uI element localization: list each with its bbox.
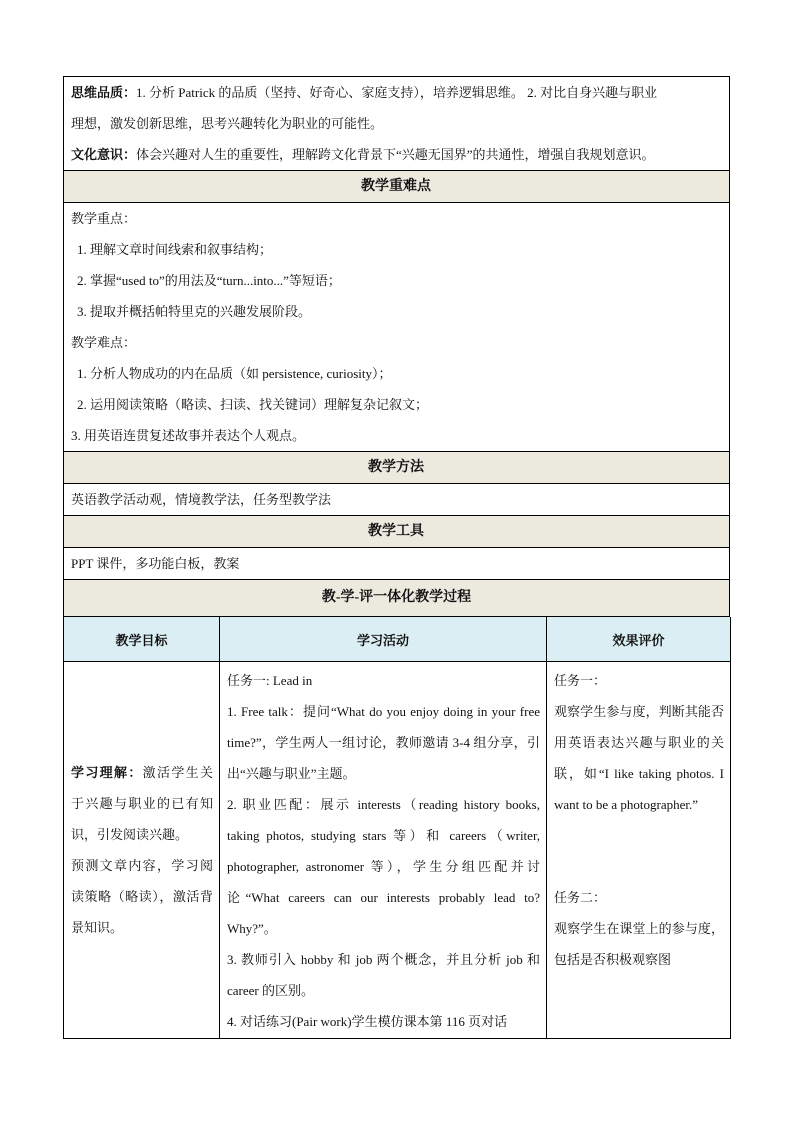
activity-item: 任务一: Lead in xyxy=(227,673,313,688)
goal-paragraph-1 xyxy=(71,757,213,850)
key-point-item: 3. 提取并概括帕特里克的兴趣发展阶段。 xyxy=(77,304,312,319)
lesson-plan-document xyxy=(63,76,730,1039)
goal-text-1: 激活学生关于兴趣与职业的已有知识，引发阅读兴趣。 xyxy=(71,765,213,842)
evaluation-title-2: 任务二： xyxy=(554,890,607,905)
methods-header: 教学方法 xyxy=(63,452,730,484)
column-header-evaluation: 效果评价 xyxy=(547,617,731,662)
tools-header: 教学工具 xyxy=(63,516,730,548)
culture-awareness-text: 体会兴趣对人生的重要性，理解跨文化背景下“兴趣无国界”的共通性，增强自我规划意识。 xyxy=(136,147,655,162)
activity-cell xyxy=(220,662,547,1039)
activity-item: 1. Free talk：提问“What do you enjoy doing in your free time?”，学生两人一组讨论，教师邀请 3-4 组分享，引出“兴趣与职业”主题。 xyxy=(227,704,540,781)
difficult-point-item: 2. 运用阅读策略（略读、扫读、找关键词）理解复杂记叙文； xyxy=(77,397,429,412)
evaluation-title-1: 任务一： xyxy=(554,673,607,688)
key-points-label: 教学重点： xyxy=(71,211,137,226)
activity-content xyxy=(221,663,545,1037)
activity-item: 3. 教师引入 hobby 和 job 两个概念，并且分析 job 和 career 的区别。 xyxy=(227,952,540,998)
thinking-quality-line2: 理想，激发创新思维，思考兴趣转化为职业的可能性。 xyxy=(71,116,384,131)
evaluation-cell xyxy=(547,662,731,1039)
column-header-goal: 教学目标 xyxy=(64,617,220,662)
focus-section xyxy=(63,203,730,452)
goal-paragraph-2: 预测文章内容，学习阅读策略（略读），激活背景知识。 xyxy=(71,858,213,935)
activity-item: 4. 对话练习(Pair work)学生模仿课本第 116 页对话 xyxy=(227,1014,508,1029)
evaluation-text-2: 观察学生在课堂上的参与度，包括是否积极观察图 xyxy=(554,921,724,967)
focus-header: 教学重难点 xyxy=(63,171,730,203)
key-point-item: 2. 掌握“used to”的用法及“turn...into...”等短语； xyxy=(77,273,341,288)
process-table xyxy=(63,617,731,1039)
thinking-quality-text: 1. 分析 Patrick 的品质（坚持、好奇心、家庭支持），培养逻辑思维。 2. 对比自身兴趣与职业 xyxy=(136,85,658,100)
activity-item: 2. 职业匹配：展示 interests（reading history books, taking photos, studying stars 等）和 careers（writer, photographer, astronomer 等），学生分组匹配并讨论“What careers can our interests probably lead to? Why?”。 xyxy=(227,797,540,936)
goal-content xyxy=(65,757,218,943)
process-header: 教-学-评一体化教学过程 xyxy=(63,580,730,617)
tools-text: PPT 课件，多功能白板，教案 xyxy=(63,548,730,580)
evaluation-content xyxy=(548,663,729,975)
process-table-header-row xyxy=(64,617,731,662)
culture-awareness-line xyxy=(71,139,721,170)
methods-text: 英语教学活动观，情境教学法，任务型教学法 xyxy=(63,484,730,516)
evaluation-text-1: 观察学生参与度，判断其能否用英语表达兴趣与职业的关联，如“I like taking photos. I want to be a photographer.” xyxy=(554,704,724,812)
goal-label: 学习理解： xyxy=(71,765,143,780)
thinking-quality-line1 xyxy=(71,77,721,108)
difficult-point-item: 3. 用英语连贯复述故事并表达个人观点。 xyxy=(71,428,306,443)
column-header-activity: 学习活动 xyxy=(220,617,547,662)
difficult-points-label: 教学难点： xyxy=(71,335,137,350)
key-point-item: 1. 理解文章时间线索和叙事结构； xyxy=(77,242,273,257)
difficult-point-item: 1. 分析人物成功的内在品质（如 persistence, curiosity）； xyxy=(77,366,392,381)
goal-cell xyxy=(64,662,220,1039)
culture-awareness-label: 文化意识： xyxy=(71,147,137,162)
objectives-section xyxy=(63,76,730,171)
thinking-quality-label: 思维品质： xyxy=(71,85,137,100)
evaluation-spacer xyxy=(554,820,724,882)
process-table-row xyxy=(64,662,731,1039)
